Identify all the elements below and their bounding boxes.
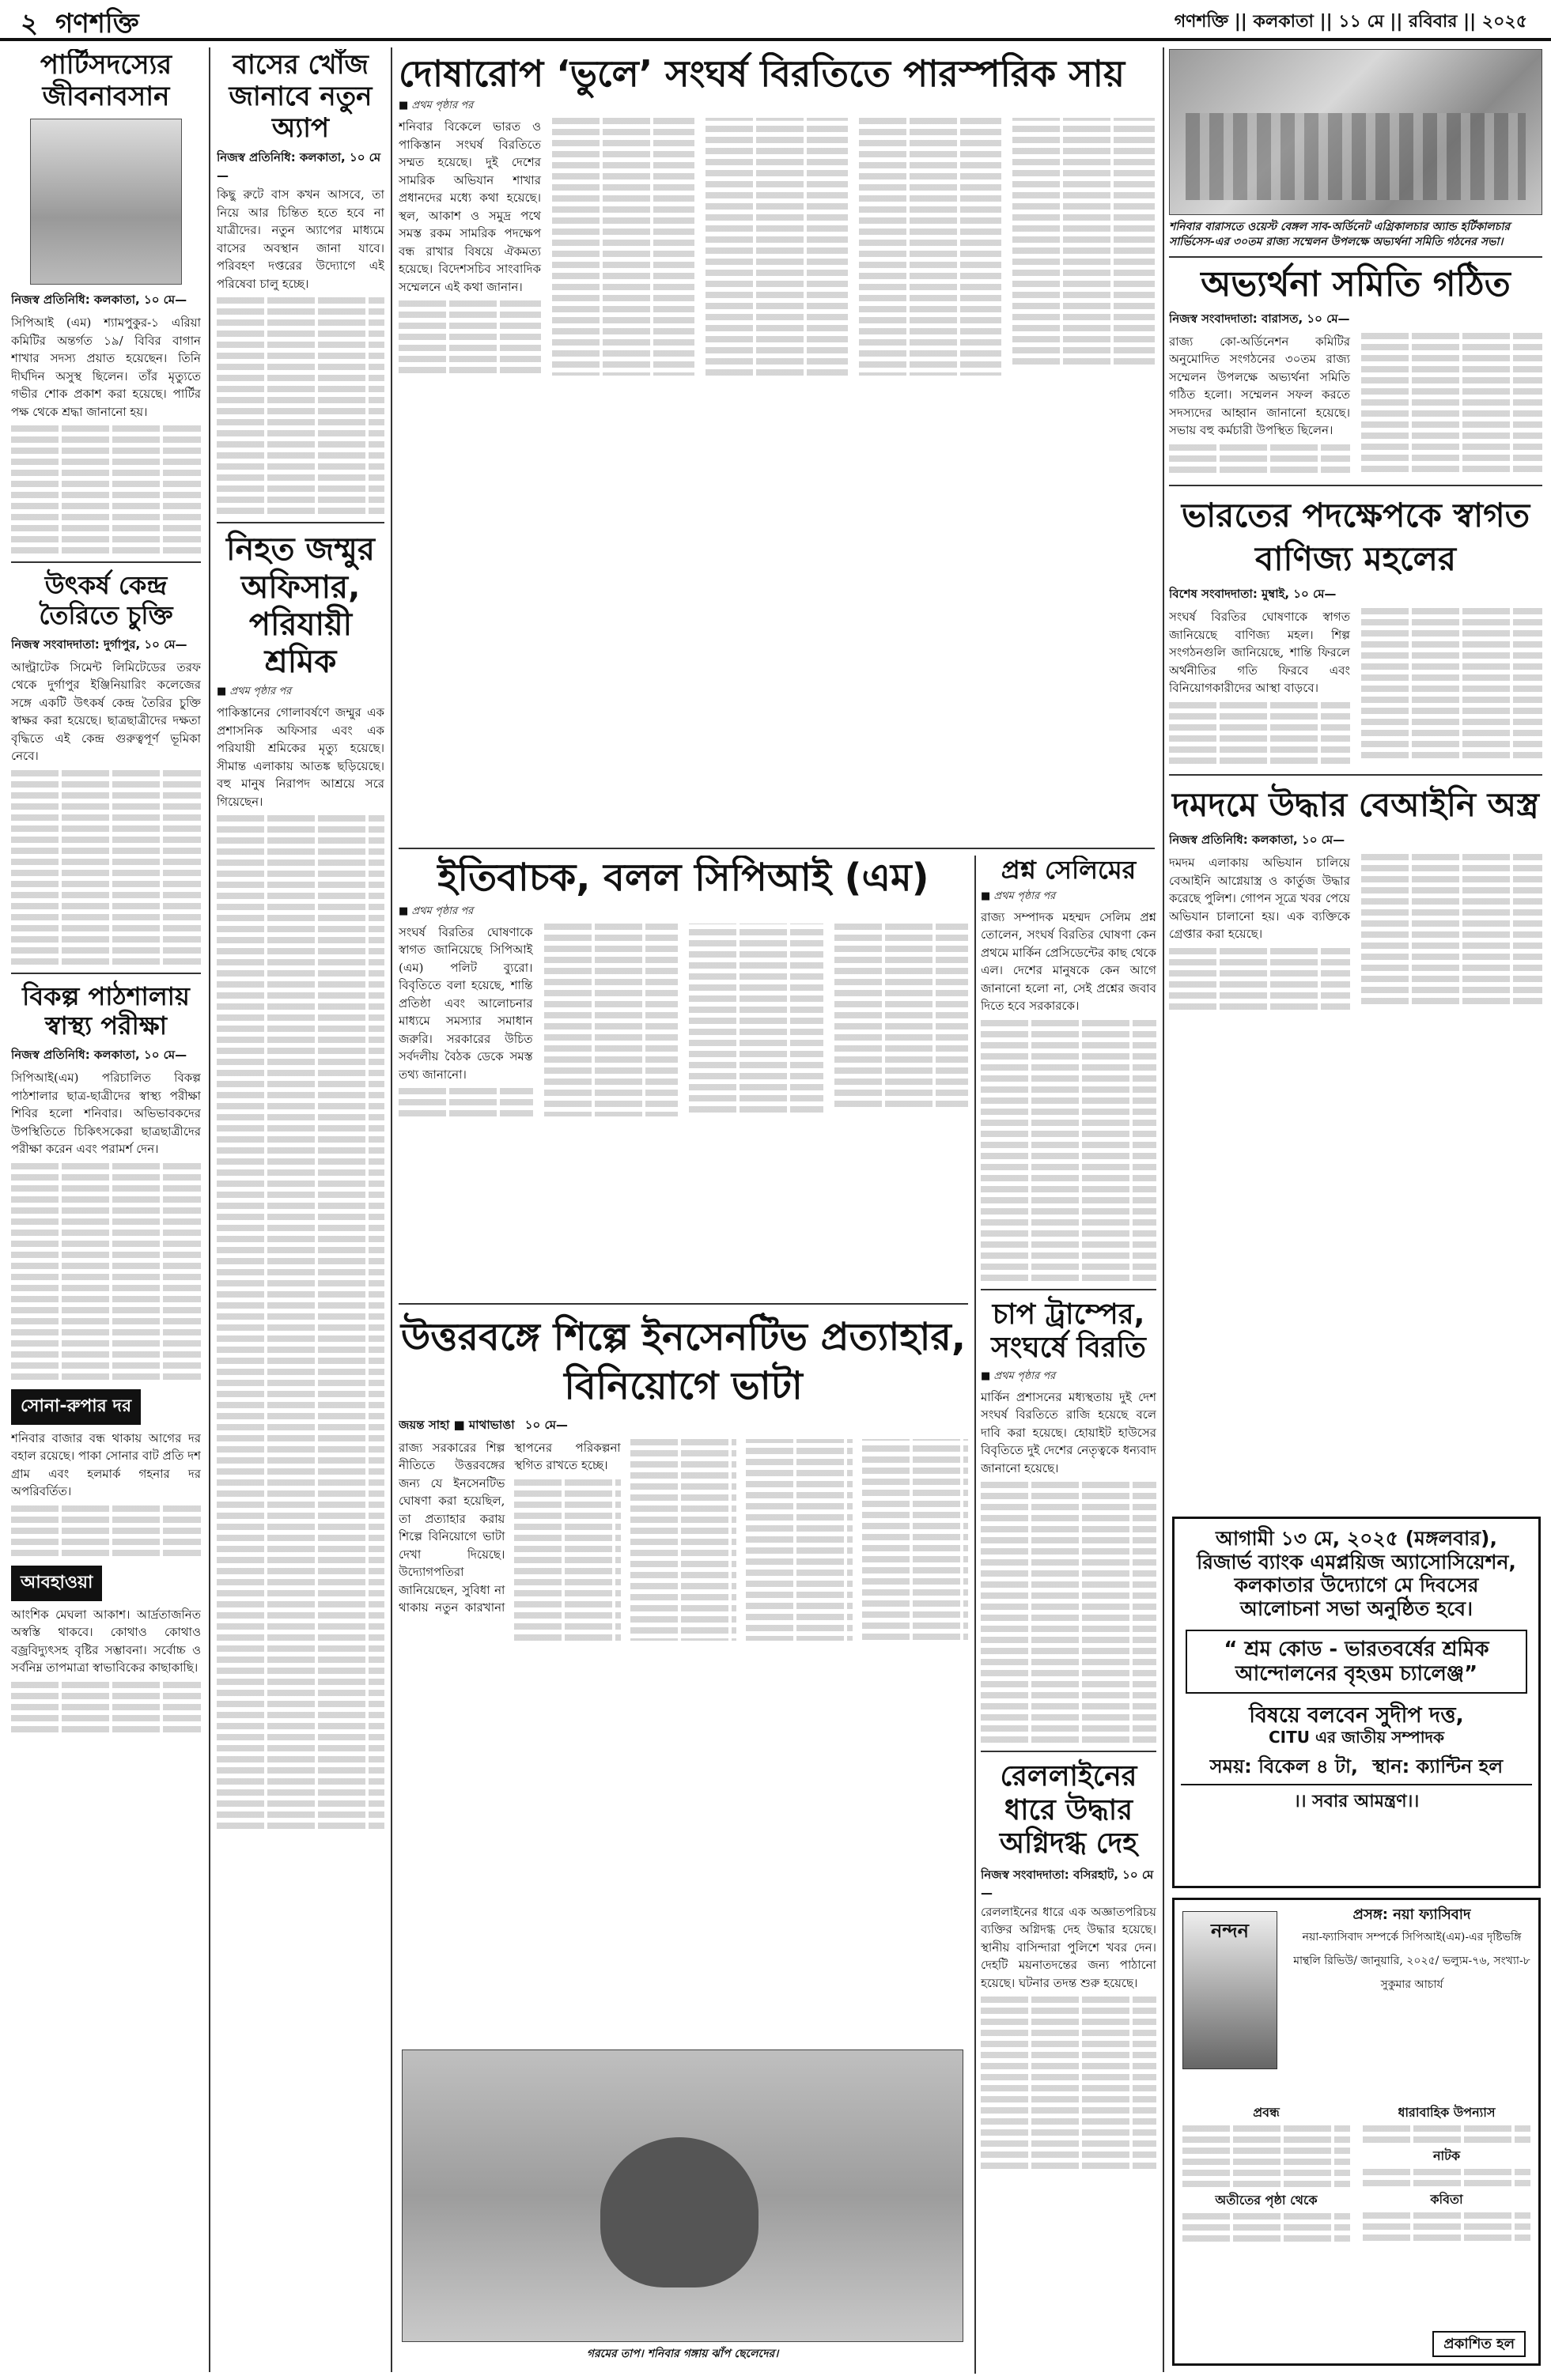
rail-headline: রেললাইনের ধারে উদ্ধার অগ্নিদগ্ধ দেহ <box>999 1760 1138 1861</box>
bus-byline: নিজস্ব প্রতিনিধি: কলকাতা, ১০ মে— <box>217 150 381 183</box>
trade-text <box>1169 608 1542 765</box>
bus-text: কিছু রুটে বাস কখন আসবে, তা নিয়ে আর চিন্তিত হতে হবে না যাত্রীদের। নতুন অ্যাপের মাধ্যমে বাসের অবস্থান জানা যাবে। পরিবহণ দপ্তরের উদ্যোগে এই পরিষেবা চালু হচ্ছে। <box>217 187 384 291</box>
mag-line3: সুকুমার আচার্য <box>1380 1978 1443 1992</box>
mag-toc-essay: প্রবন্ধ <box>1253 2105 1280 2120</box>
mag-toc-past: অতীতের পৃষ্ঠা থেকে <box>1215 2192 1318 2208</box>
ad-speaker: বিষয়ে বলবেন সুদীপ দত্ত, <box>1249 1703 1464 1728</box>
reception-article <box>1169 264 1542 477</box>
mag-toc <box>1182 2106 1530 2246</box>
arms-headline: দমদমে উদ্ধার বেআইনি অস্ত্র <box>1172 784 1539 824</box>
jammu-article <box>217 531 384 1829</box>
mag-topic: প্রসঙ্গ: নয়া ফ্যাসিবাদ <box>1352 1906 1471 1923</box>
reception-headline: অভ্যর্থনা সমিতি গঠিত <box>1201 263 1511 304</box>
paper-name: গণশক্তি <box>55 8 139 40</box>
saleem-article <box>981 856 1156 1281</box>
jammu-cont: ■ প্রথম পৃষ্ঠার পর <box>217 686 292 698</box>
masthead <box>0 0 1551 41</box>
trade-headline: ভারতের পদক্ষেপকে স্বাগত বাণিজ্য মহলের <box>1181 496 1530 578</box>
arms-body: দমদম এলাকায় অভিযান চালিয়ে বেআইনি আগ্নেয়াস্ত্র ও কার্তুজ উদ্ধার করেছে পুলিশ। গোপন সূত্রে খবর পেয়ে অভিযান চালানো হয়। এক ব্যক্তিকে গ্রেপ্তার করা হয়েছে। <box>1169 856 1350 942</box>
column-rule <box>391 47 392 2372</box>
reception-byline: নিজস্ব সংবাদদাতা: বারাসত, ১০ মে— <box>1169 311 1350 326</box>
obit-article <box>11 49 201 553</box>
mag-toc-novel: ধারাবাহিক উপন্যাস <box>1398 2105 1496 2120</box>
school-headline: বিকল্প পাঠশালায় স্বাস্থ্য পরীক্ষা <box>22 980 190 1041</box>
weather-tag: আবহাওয়া <box>11 1566 102 1601</box>
obit-portrait <box>30 119 182 285</box>
jammu-headline: নিহত জম্মুর অফিসার, পরিযায়ী শ্রমিক <box>226 531 375 680</box>
obit-headline: পার্টিসদস্যের জীবনাবসান <box>40 49 172 113</box>
north-article <box>399 1313 968 2040</box>
column-left <box>11 49 201 2366</box>
skill-headline: উৎকর্ষ কেন্দ্র তৈরিতে চুক্তি <box>39 570 173 630</box>
ad-line4: আলোচনা সভা অনুষ্ঠিত হবে। <box>1239 1596 1473 1620</box>
skill-byline: নিজস্ব সংবাদদাতা: দুর্গাপুর, ১০ মে— <box>11 637 187 652</box>
skill-text: আল্ট্রাটেক সিমেন্ট লিমিটেডের তরফ থেকে দুর্গাপুর ইঞ্জিনিয়ারিং কলেজের সঙ্গে একটি উৎকর্ষ কেন্দ্র তৈরির চুক্তি স্বাক্ষর করা হয়েছে। ছাত্রছাত্রীদের দক্ষতা বৃদ্ধিতে এই কেন্দ্র গুরুত্বপূর্ণ ভূমিকা নেবে। <box>11 659 201 764</box>
column-rule <box>974 856 976 2374</box>
cpim-headline: ইতিবাচক, বলল সিপিআই (এম) <box>437 856 929 900</box>
north-byline <box>399 1416 968 1436</box>
arms-byline: নিজস্ব প্রতিনিধি: কলকাতা, ১০ মে— <box>1169 833 1345 848</box>
ad-line1: আগামী ১৩ মে, ২০২৫ (মঙ্গলবার), <box>1216 1527 1497 1550</box>
cpim-body: সংঘর্ষ বিরতির ঘোষণাকে স্বাগত জানিয়েছে সিপিআই (এম) পলিট ব্যুরো। বিবৃতিতে বলা হয়েছে, শান্তি প্রতিষ্ঠা এবং আলোচনার মাধ্যমে সমস্যার সমাধান জরুরি। সরকারের উচিত সর্বদলীয় বৈঠক ডেকে সমস্ত তথ্য জানানো। <box>399 924 533 1082</box>
weather-text: আংশিক মেঘলা আকাশ। আর্দ্রতাজনিত অস্বস্তি থাকবে। কোথাও কোথাও বজ্রবিদ্যুৎসহ বৃষ্টির সম্ভাবনা। সর্বোচ্চ ও সর্বনিম্ন তাপমাত্রা স্বাভাবিকের কাছাকাছি। <box>11 1607 201 1675</box>
school-text: সিপিআই(এম) পরিচালিত বিকল্প পাঠশালার ছাত্র-ছাত্রীদের স্বাস্থ্য পরীক্ষা শিবির হলো শনিবার। অভিভাবকদের উপস্থিতিতে চিকিৎসকেরা ছাত্রছাত্রীদের পরীক্ষা করেন এবং পরামর্শ দেন। <box>11 1071 201 1157</box>
bus-article <box>217 49 384 514</box>
rail-text: রেললাইনের ধারে এক অজ্ঞাতপরিচয় ব্যক্তির অগ্নিদগ্ধ দেহ উদ্ধার হয়েছে। স্থানীয় বাসিন্দারা পুলিশে খবর দেন। দেহটি ময়নাতদন্তের জন্য পাঠানো হয়েছে। ঘটনার তদন্ত শুরু হয়েছে। <box>981 1904 1156 1990</box>
saleem-cont: ■ প্রথম পৃষ্ঠার পর <box>981 890 1056 902</box>
saleem-text: রাজ্য সম্পাদক মহম্মদ সেলিম প্রশ্ন তোলেন, সংঘর্ষ বিরতির ঘোষণা কেন প্রথমে মার্কিন প্রেসিডেন্টের কাছ থেকে এল। দেশের মানুষকে কেন আগে জানানো হলো না, সেই প্রশ্নের জবাব দিতে হবে সরকারকে। <box>981 909 1156 1014</box>
obit-text: সিপিআই (এম) শ্যামপুকুর-১ এরিয়া কমিটির অন্তর্গত ১৯/ বিবির বাগান শাখার সদস্য প্রয়াত হয়েছেন। তিনি দীর্ঘদিন অসুস্থ ছিলেন। তাঁর মৃত্যুতে গভীর শোক প্রকাশ করা হয়েছে। পার্টির পক্ষ থেকে শ্রদ্ধা জানানো হয়। <box>11 315 201 419</box>
school-article <box>11 982 201 1380</box>
weather-box <box>11 1566 201 1732</box>
page-number-value: ২ <box>21 8 39 40</box>
mag-toc-drama: নাটক <box>1432 2148 1461 2163</box>
ad-speaker-title: CITU এর জাতীয় সম্পাদক <box>1269 1728 1444 1747</box>
trump-article <box>981 1298 1156 1743</box>
lead-body: শনিবার বিকেলে ভারত ও পাকিস্তান সংঘর্ষ বিরতিতে সম্মত হয়েছে। দুই দেশের সামরিক অভিযান শাখার প্রধানদের মধ্যে কথা হয়েছে। স্থল, আকাশ ও সমুদ্র পথে সমস্ত রকম সামরিক পদক্ষেপ বন্ধ রাখার বিষয়ে ঐকমত্য হয়েছে। বিদেশসচিব সাংবাদিক সম্মেলনে এই কথা জানান। <box>399 119 541 294</box>
meeting-photo <box>1169 49 1542 215</box>
skill-article <box>11 571 201 965</box>
page-number <box>21 3 139 48</box>
north-text <box>399 1439 968 1641</box>
mag-published: প্রকাশিত হল <box>1432 2331 1526 2357</box>
trump-text: মার্কিন প্রশাসনের মধ্যস্থতায় দুই দেশ সংঘর্ষ বিরতিতে রাজি হয়েছে বলে দাবি করা হয়েছে। হোয়াইট হাউসের বিবৃতিতে দুই দেশের নেতৃত্বকে ধন্যবাদ জানানো হয়েছে। <box>981 1389 1156 1475</box>
cpim-article <box>399 856 968 1298</box>
ad-venue: স্থান: ক্যান্টিন হল <box>1372 1755 1504 1777</box>
ad-topic: “ শ্রম কোড - ভারতবর্ষের শ্রমিক আন্দোলনের বৃহত্তম চ্যালেঞ্জ” <box>1186 1630 1527 1694</box>
jammu-text: পাকিস্তানের গোলাবর্ষণে জম্মুর এক প্রশাসনিক অফিসার এবং এক পরিযায়ী শ্রমিকের মৃত্যু হয়েছে। সীমান্ত এলাকায় আতঙ্ক ছড়িয়েছে। বহু মানুষ নিরাপদ আশ্রয়ে সরে গিয়েছেন। <box>217 705 384 809</box>
saleem-headline: প্রশ্ন সেলিমের <box>1001 856 1137 885</box>
cpim-text <box>399 924 968 1117</box>
bus-headline: বাসের খোঁজ জানাবে নতুন অ্যাপ <box>229 49 373 145</box>
lead-headline: দোষারোপ ‘ভুলে’ সংঘর্ষ বিরতিতে পারস্পরিক সায় <box>399 52 1125 95</box>
bathing-photo <box>402 2049 963 2342</box>
magazine-ad <box>1172 1898 1541 2366</box>
meeting-caption: শনিবার বারাসতে ওয়েস্ট বেঙ্গল সাব-অর্ডিনেট এগ্রিকালচার অ্যান্ড হর্টিকালচার সার্ভিসেস-এর ৩০তম রাজ্য সম্মেলন উপলক্ষে অভ্যর্থনা সমিতি গঠনের সভা। <box>1169 221 1511 248</box>
cpim-cont: ■ প্রথম পৃষ্ঠার পর <box>399 905 474 917</box>
trade-article <box>1169 494 1542 765</box>
north-headline: উত্তরবঙ্গে শিল্পে ইনসেনটিভ প্রত্যাহার, বিনিয়োগে ভাটা <box>400 1315 967 1409</box>
arms-article <box>1169 784 1542 1012</box>
mag-line1: নয়া-ফ্যাসিবাদ সম্পর্কে সিপিআই(এম)-এর দৃষ্টিভঙ্গি <box>1302 1931 1522 1944</box>
section-rule <box>399 848 1155 849</box>
column-mid-right <box>981 856 1156 2366</box>
lead-cont: ■ প্রথম পৃষ্ঠার পর <box>399 100 474 112</box>
gold-tag: সোনা-রুপার দর <box>11 1389 141 1425</box>
obit-byline: নিজস্ব প্রতিনিধি: কলকাতা, ১০ মে— <box>11 293 187 308</box>
trade-body: সংঘর্ষ বিরতির ঘোষণাকে স্বাগত জানিয়েছে বাণিজ্য মহল। শিল্প সংগঠনগুলি জানিয়েছে, শান্তি ফিরলে অর্থনীতির গতি ফিরবে এবং বিনিয়োগকারীদের আস্থা বাড়বে। <box>1169 610 1350 696</box>
reception-text <box>1169 333 1542 478</box>
column-rule <box>1163 47 1164 2372</box>
arms-text <box>1169 854 1542 1011</box>
trump-headline: চাপ ট্রাম্পের, সংঘর্ষে বিরতি <box>991 1298 1146 1365</box>
lead-text <box>399 118 1155 376</box>
trade-byline: বিশেষ সংবাদদাতা: মুম্বাই, ১০ মে— <box>1169 587 1337 602</box>
magazine-cover <box>1182 1911 1277 2069</box>
trump-cont: ■ প্রথম পৃষ্ঠার পর <box>981 1369 1056 1382</box>
audience-shape <box>1186 113 1526 200</box>
ad-schedule <box>1181 1755 1532 1777</box>
gold-text: শনিবার বাজার বন্ধ থাকায় আগের দর বহাল রয়েছে। পাকা সোনার বাট প্রতি দশ গ্রাম এবং হলমার্ক গহনার দর অপরিবর্তিত। <box>11 1430 201 1499</box>
lead-article <box>399 52 1155 843</box>
column-rule <box>209 47 210 2372</box>
section-rule <box>399 1303 968 1305</box>
ad-time: সময়: বিকেল ৪ টা, <box>1209 1755 1359 1777</box>
ad-line2: রিজার্ভ ব্যাংক এমপ্লয়িজ অ্যাসোসিয়েশন, <box>1197 1550 1516 1573</box>
mag-toc-poetry: কবিতা <box>1430 2191 1463 2207</box>
north-body: রাজ্য সরকারের শিল্প নীতিতে উত্তরবঙ্গের জন্য যে ইনসেনটিভ ঘোষণা করা হয়েছিল, তা প্রত্যাহার করায় শিল্পে বিনিয়োগে ভাটা দেখা দিয়েছে। উদ্যোগপতিরা জানিয়েছেন, সুবিধা না থাকায় নতুন কারখানা স্থাপনের পরিকল্পনা স্থগিত রাখতে হচ্ছে। <box>399 1440 621 1615</box>
ad-line3: কলকাতার উদ্যোগে মে দিবসের <box>1234 1573 1479 1596</box>
rail-article <box>981 1760 1156 2169</box>
school-byline: নিজস্ব প্রতিনিধি: কলকাতা, ১০ মে— <box>11 1048 187 1063</box>
north-dateline: ১০ মে— <box>524 1417 568 1432</box>
tower-shape <box>600 2137 758 2287</box>
rail-byline: নিজস্ব সংবাদদাতা: বসিরহাট, ১০ মে— <box>981 1867 1154 1900</box>
column-second <box>217 49 384 2366</box>
north-author: জয়ন্ত সাহা ■ মাথাভাঙা <box>399 1417 515 1432</box>
ad-invite: ।। সবার আমন্ত্রণ।। <box>1181 1784 1532 1812</box>
mag-line2: মান্থলি রিভিউ/ জানুয়ারি, ২০২৫/ ভল্যুম-৭৬, সংখ্যা-৮ <box>1293 1955 1530 1968</box>
reception-body: রাজ্য কো-অর্ডিনেশন কমিটির অনুমোদিত সংগঠনের ৩০তম রাজ্য সম্মেলন উপলক্ষে অভ্যর্থনা সমিতি গঠিত হলো। সম্মেলন সফল করতে সদস্যদের আহ্বান জানানো হয়েছে। সভায় বহু কর্মচারী উপস্থিত ছিলেন। <box>1169 334 1350 438</box>
bathing-caption: গরমের তাপ। শনিবার গঙ্গায় ঝাঁপ ছেলেদের। <box>586 2348 779 2360</box>
gold-box <box>11 1389 201 1556</box>
may-day-ad <box>1172 1517 1541 1888</box>
magazine-cover-title: নন্দন <box>1211 1920 1249 1942</box>
dateline: গণশক্তি || কলকাতা || ১১ মে || রবিবার || ২০২৫ <box>1174 12 1527 32</box>
